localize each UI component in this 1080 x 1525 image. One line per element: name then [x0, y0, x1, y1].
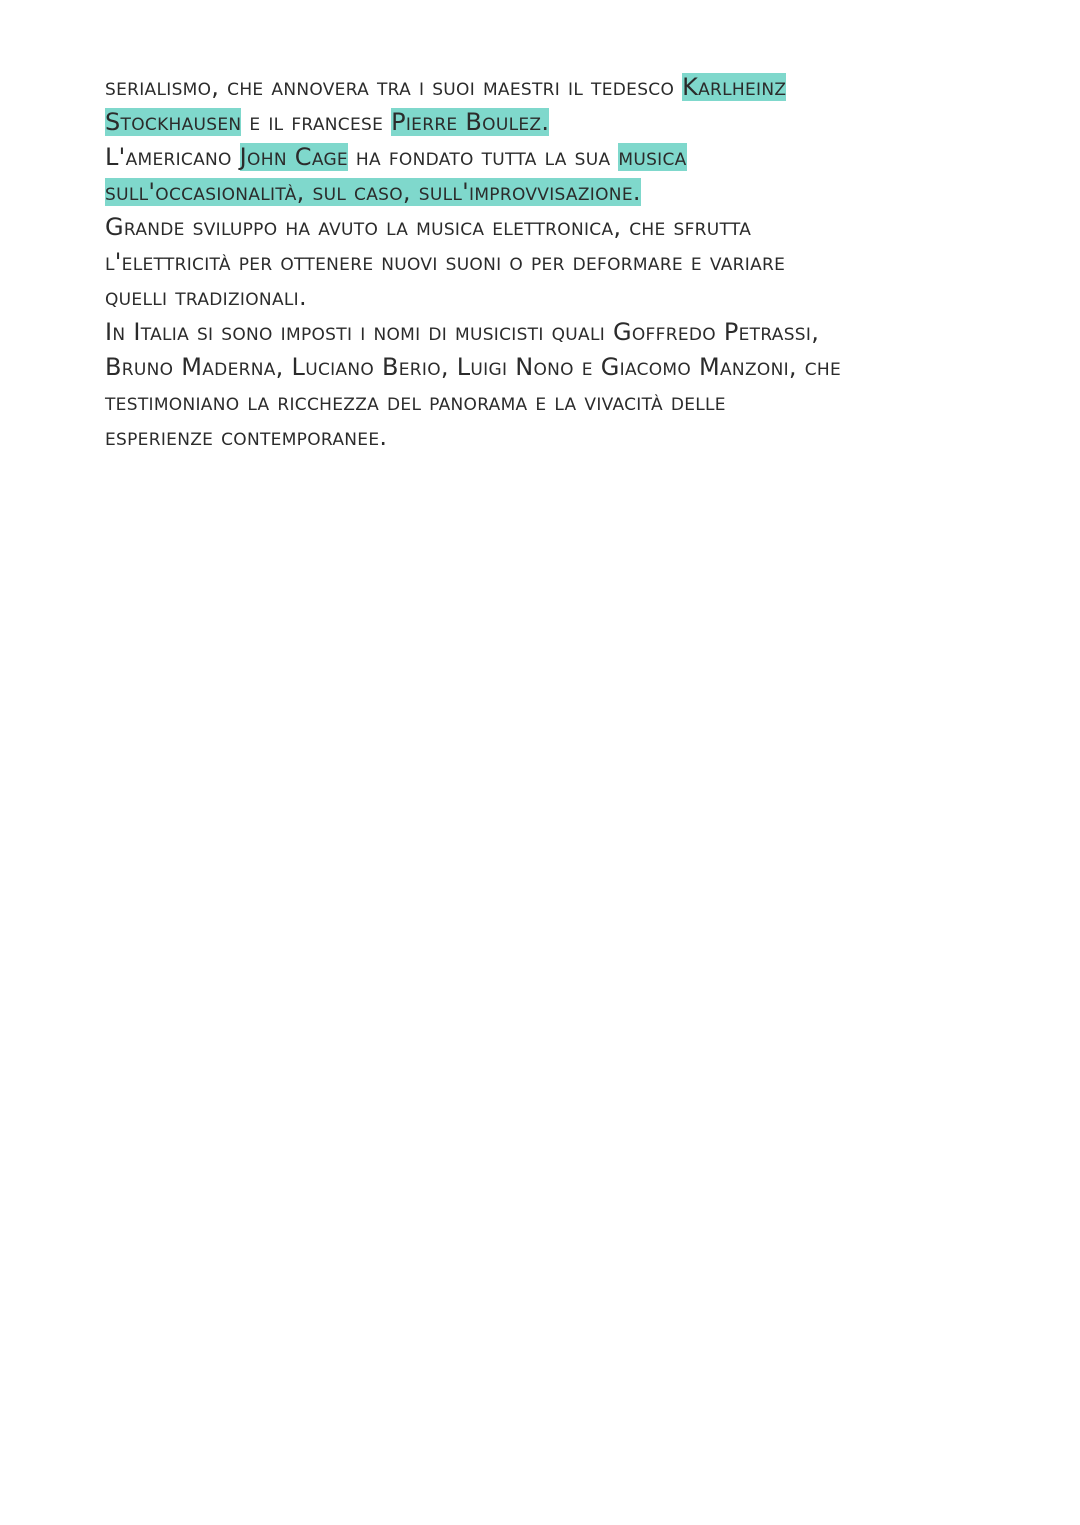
text-segment: ha fondato tutta la sua	[347, 143, 619, 171]
highlighted-text: musica	[618, 143, 687, 171]
text-segment: esperienze contemporanee.	[105, 423, 388, 451]
text-segment: Grande sviluppo ha avuto la musica elettronica, che sfrutta	[105, 213, 752, 241]
text-segment: In Italia si sono imposti i nomi di musicisti quali Goffredo Petrassi,	[105, 318, 820, 346]
text-line	[105, 70, 1005, 105]
text-segment: e il francese	[241, 108, 392, 136]
text-line	[105, 210, 1005, 245]
text-segment: serialismo, che annovera tra i suoi maestri il tedesco	[105, 73, 683, 101]
highlighted-text: Karlheinz	[682, 73, 787, 101]
text-line	[105, 280, 1005, 315]
text-line	[105, 175, 1005, 210]
text-line	[105, 420, 1005, 455]
highlighted-text: Pierre Boulez.	[391, 108, 550, 136]
text-segment: quelli tradizionali.	[105, 283, 307, 311]
text-line	[105, 140, 1005, 175]
highlighted-text: Stockhausen	[105, 108, 242, 136]
highlighted-text: John Cage	[239, 143, 348, 171]
text-line	[105, 245, 1005, 280]
text-line	[105, 105, 1005, 140]
text-line	[105, 350, 1005, 385]
text-segment: Bruno Maderna, Luciano Berio, Luigi Nono e Giacomo Manzoni, che	[105, 353, 842, 381]
text-segment: testimoniano la ricchezza del panorama e la vivacità delle	[105, 388, 726, 416]
body-text	[105, 70, 1005, 455]
text-segment: l'elettricità per ottenere nuovi suoni o per deformare e variare	[105, 248, 786, 276]
text-segment: L'americano	[105, 143, 240, 171]
highlighted-text: sull'occasionalità, sul caso, sull'improvvisazione.	[105, 178, 641, 206]
text-line	[105, 315, 1005, 350]
text-line	[105, 385, 1005, 420]
